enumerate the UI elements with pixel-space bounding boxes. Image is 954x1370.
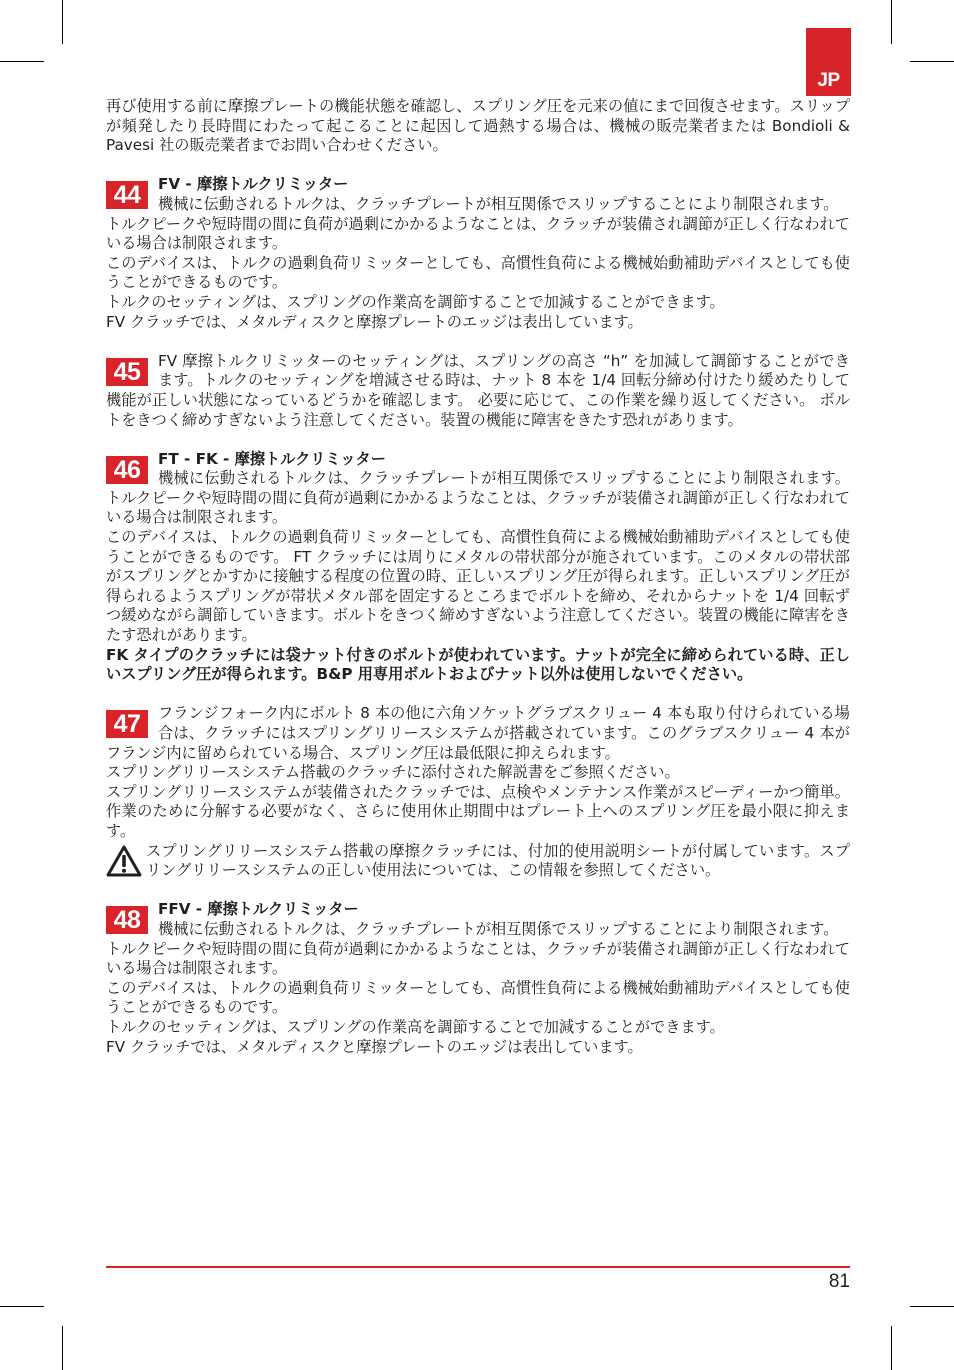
paragraph: スプリングリリースシステム搭載のクラッチに添付された解説書をご参照ください。 <box>106 763 680 782</box>
language-code: JP <box>817 70 840 91</box>
paragraph: このデバイスは、トルクの過剰負荷リミッターとしても、高慣性負荷による機械始動補助デバイスとしても使うことができるものです。 <box>106 253 850 292</box>
crop-mark <box>891 1326 892 1370</box>
warning-note <box>106 842 850 881</box>
bold-paragraph: FK タイプのクラッチには袋ナット付きのボルトが使われています。ナットが完全に締められている時、正しいスプリング圧が得られます。B&P 用専用ボルトおよびナット以外は使用しないでください。 <box>106 645 850 684</box>
crop-mark <box>0 61 44 62</box>
section-number: 44 <box>106 181 148 209</box>
section-title: FT - FK - 摩擦トルクリミッター <box>158 449 386 468</box>
section-48 <box>106 900 850 1057</box>
paragraph: FV クラッチでは、メタルディスクと摩擦プレートのエッジは表出しています。 <box>106 1037 643 1056</box>
section-45 <box>106 352 850 430</box>
paragraph: トルクのセッティングは、スプリングの作業高を調節することで加減することができます。 <box>106 292 725 311</box>
footer-rule <box>106 1266 850 1268</box>
paragraph: FV 摩擦トルクリミッターのセッティングは、スプリングの高さ “h” を加減して調節することができます。トルクのセッティングを増減させる時は、ナット 8 本を 1/4 回転分締め付けたり緩めたりして機能が正しい状態になっているどうかを確認します。 必要に応じて、この作業を繰り返してください。 ボルトをきつく締めすぎないよう注意してください。装置の機能に障害をきたす恐れがあります。 <box>106 351 850 429</box>
section-title: FFV - 摩擦トルクリミッター <box>158 900 359 919</box>
paragraph: 機械に伝動されるトルクは、クラッチプレートが相互関係でスリップすることにより制限されます。 <box>158 919 839 938</box>
paragraph: スプリングリリースシステムが装備されたクラッチでは、点検やメンテナンス作業がスピーディーかつ簡単。作業のために分解する必要がなく、さらに使用休止期間中はプレート上へのスプリング圧を最小限に抑えます。 <box>106 782 850 840</box>
section-number: 48 <box>106 906 148 934</box>
paragraph: このデバイスは、トルクの過剰負荷リミッターとしても、高慣性負荷による機械始動補助デバイスとしても使うことができるものです。 <box>106 978 850 1017</box>
section-number: 47 <box>106 710 148 738</box>
section-44 <box>106 175 850 332</box>
paragraph: このデバイスは、トルクの過剰負荷リミッターとしても、高慣性負荷による機械始動補助デバイスとしても使うことができるものです。 FT クラッチには周りにメタルの帯状部分が施されています。このメタルの帯状部がスプリングとかすかに接触する程度の位置の時、正しいスプリング圧が得られます。正しいスプリング圧が得られるようスプリングが帯状メタル部を固定するところまでボルトを締め、それからナットを 1/4 回転ずつ緩めながら調節していきます。ボルトをきつく締めすぎないよう注意してください。装置の機能に障害をきたす恐れがあります。 <box>106 528 850 645</box>
warning-triangle-icon <box>106 844 142 878</box>
section-title: FV - 摩擦トルクリミッター <box>158 175 349 194</box>
language-tab <box>806 28 851 96</box>
crop-mark <box>910 1306 954 1307</box>
paragraph: 機械に伝動されるトルクは、クラッチプレートが相互関係でスリップすることにより制限されます。 <box>158 194 839 213</box>
crop-mark <box>62 1326 63 1370</box>
intro-paragraph: 再び使用する前に摩擦プレートの機能状態を確認し、スプリング圧を元来の値にまで回復させます。スリップが頻発したり長時間にわたって起こることに起因して過熱する場合は、機械の販売業者または Bondioli & Pavesi 社の販売業者までお問い合わせください。 <box>106 97 850 155</box>
section-number: 46 <box>106 456 148 484</box>
crop-mark <box>0 1306 44 1307</box>
crop-mark <box>62 0 63 44</box>
section-number: 45 <box>106 358 148 386</box>
paragraph: トルクピークや短時間の間に負荷が過剰にかかるようなことは、クラッチが装備され調節が正しく行なわれている場合は制限されます。 <box>106 939 850 978</box>
paragraph: フランジフォーク内にボルト 8 本の他に六角ソケットグラブスクリュー 4 本も取り付けられている場合は、クラッチにはスプリングリリースシステムが搭載されています。このグラブスクリュー 4 本がフランジ内に留められている場合、スプリング圧は最低限に抑えられます。 <box>106 704 850 762</box>
section-46 <box>106 450 850 685</box>
paragraph: 機械に伝動されるトルクは、クラッチプレートが相互関係でスリップすることにより制限されます。 トルクピークや短時間の間に負荷が過剰にかかるようなことは、クラッチが装備され調節が正しく行なわれている場合は制限されます。 <box>106 469 850 527</box>
paragraph: トルクのセッティングは、スプリングの作業高を調節することで加減することができます。 <box>106 1017 725 1036</box>
paragraph: トルクピークや短時間の間に負荷が過剰にかかるようなことは、クラッチが装備され調節が正しく行なわれている場合は制限されます。 <box>106 214 850 253</box>
paragraph: FV クラッチでは、メタルディスクと摩擦プレートのエッジは表出しています。 <box>106 312 643 331</box>
warning-text: スプリングリリースシステム搭載の摩擦クラッチには、付加的使用説明シートが付属しています。スプリングリリースシステムの正しい使用法については、この情報を参照してください。 <box>146 841 850 880</box>
page-number: 81 <box>828 1271 850 1292</box>
page-content <box>106 97 850 1057</box>
crop-mark <box>891 0 892 44</box>
crop-mark <box>910 61 954 62</box>
section-47 <box>106 704 850 880</box>
